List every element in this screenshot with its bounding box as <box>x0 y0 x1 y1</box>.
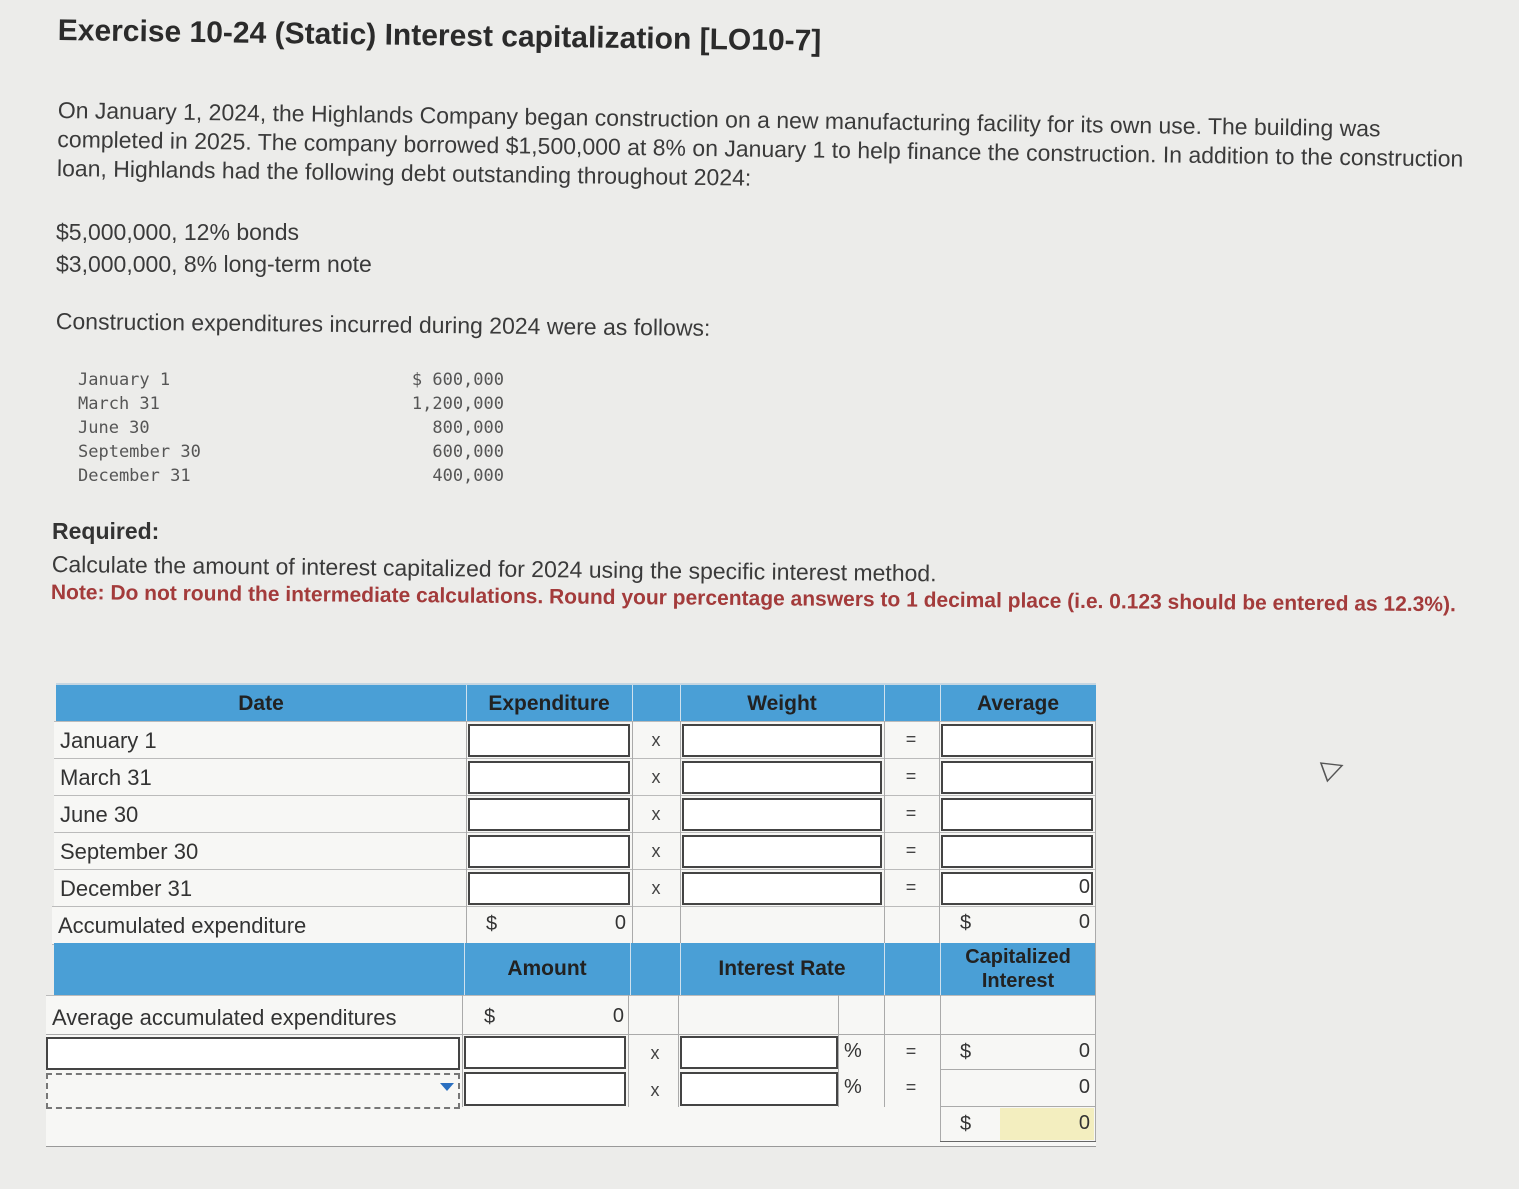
header-interest-rate: Interest Rate <box>680 943 885 995</box>
debt-select-dropdown[interactable] <box>46 1073 460 1109</box>
header-spacer <box>632 685 681 723</box>
expenditure-date: June 30 <box>78 418 150 438</box>
average-input[interactable] <box>941 761 1093 794</box>
average-input[interactable] <box>941 798 1093 831</box>
required-label: Required: <box>52 518 160 544</box>
currency-symbol: $ <box>960 1113 972 1135</box>
expenditure-row <box>78 392 504 416</box>
expenditure-date: September 30 <box>78 442 201 462</box>
expenditure-input[interactable] <box>468 872 630 905</box>
interest-rate-input[interactable] <box>680 1072 838 1106</box>
percent-symbol: % <box>844 1076 862 1098</box>
header-spacer <box>884 943 941 995</box>
column-divider <box>678 995 679 1107</box>
header-average: Average <box>976 692 1060 715</box>
expenditure-row <box>78 416 504 440</box>
row-date-label: January 1 <box>60 727 157 753</box>
expenditures-intro: Construction expenditures incurred during 2024 were as follows: <box>55 308 711 341</box>
equals-symbol: = <box>905 877 917 897</box>
expenditure-input[interactable] <box>468 724 630 757</box>
weight-input[interactable] <box>682 761 882 794</box>
debt-description-input[interactable] <box>46 1037 460 1070</box>
header-spacer <box>884 685 941 723</box>
interest-rate-input[interactable] <box>680 1036 838 1069</box>
chevron-down-icon <box>440 1083 454 1091</box>
currency-symbol: $ <box>960 912 972 934</box>
debt-list <box>56 216 372 280</box>
header-amount: Amount <box>464 943 631 995</box>
average-input[interactable] <box>941 835 1093 868</box>
times-symbol: x <box>650 1080 660 1100</box>
row-date-label: December 31 <box>60 875 193 901</box>
expenditure-date: December 31 <box>78 466 191 486</box>
percent-symbol: % <box>844 1040 862 1062</box>
header-blank <box>54 943 465 995</box>
times-symbol: x <box>651 841 661 861</box>
expenditure-input[interactable] <box>468 835 630 868</box>
expenditure-input[interactable] <box>468 761 630 794</box>
expenditure-amount: 400,000 <box>432 466 504 486</box>
currency-symbol: $ <box>960 1041 972 1063</box>
row-date-label: June 30 <box>60 801 139 827</box>
average-input[interactable] <box>941 724 1093 757</box>
column-divider <box>632 721 633 943</box>
expenditure-row <box>78 368 504 392</box>
average-value: 0 <box>1078 876 1090 898</box>
column-divider <box>628 995 629 1107</box>
debt-item: $3,000,000, 8% long-term note <box>56 251 372 277</box>
weight-input[interactable] <box>682 724 882 757</box>
total-capitalized-interest: 0 <box>1078 1112 1090 1134</box>
row-divider <box>46 1034 1096 1035</box>
debt-item: $5,000,000, 12% bonds <box>56 219 299 245</box>
expenditure-date: March 31 <box>78 394 160 414</box>
equals-symbol: = <box>905 803 917 823</box>
weight-input[interactable] <box>682 798 882 831</box>
expenditure-date: January 1 <box>78 370 171 390</box>
row-divider <box>940 1106 1096 1107</box>
column-divider <box>1095 721 1096 1141</box>
currency-symbol: $ <box>486 913 498 935</box>
row-divider <box>940 1069 1096 1070</box>
times-symbol: x <box>651 767 661 787</box>
avg-accumulated-value: 0 <box>612 1005 624 1027</box>
column-divider <box>884 721 885 943</box>
equals-symbol: = <box>905 729 917 749</box>
header-capitalized-interest: Capitalized Interest <box>965 946 1071 992</box>
mouse-pointer-icon: ▷ <box>1317 748 1349 785</box>
capitalized-interest-value: 0 <box>1078 1076 1090 1098</box>
required-text: Calculate the amount of interest capitalized for 2024 using the specific interest method. <box>51 551 937 587</box>
header-weight: Weight <box>680 685 885 723</box>
equals-symbol: = <box>905 840 917 860</box>
row-date-label: March 31 <box>60 764 152 790</box>
expenditure-row <box>78 464 504 488</box>
times-symbol: x <box>651 878 661 898</box>
amount-input[interactable] <box>464 1036 626 1069</box>
accumulated-average-value: 0 <box>1078 911 1090 933</box>
equals-symbol: = <box>905 1077 917 1097</box>
page-title: Exercise 10-24 (Static) Interest capitalization [LO10-7] <box>57 14 822 58</box>
capitalized-interest-value: 0 <box>1078 1040 1090 1062</box>
column-divider <box>680 721 681 943</box>
accumulated-label: Accumulated expenditure <box>58 912 307 938</box>
column-divider <box>939 721 940 943</box>
expenditure-list <box>78 368 504 488</box>
header-expenditure: Expenditure <box>466 685 633 723</box>
expenditure-amount: 600,000 <box>432 442 504 462</box>
expenditure-row <box>78 440 504 464</box>
weight-input[interactable] <box>682 872 882 905</box>
weight-input[interactable] <box>682 835 882 868</box>
column-divider <box>466 721 467 943</box>
accumulated-expenditure-value: 0 <box>614 912 626 934</box>
times-symbol: x <box>650 1043 660 1063</box>
expenditure-amount: 1,200,000 <box>411 394 504 414</box>
row-date-label: September 30 <box>60 838 199 864</box>
equals-symbol: = <box>905 766 917 786</box>
expenditure-input[interactable] <box>468 798 630 831</box>
expenditure-amount: $ 600,000 <box>411 370 504 390</box>
expenditure-amount: 800,000 <box>432 418 504 438</box>
column-divider <box>940 995 941 1141</box>
header-spacer <box>630 943 681 995</box>
problem-intro: On January 1, 2024, the Highlands Company began construction on a new manufacturing facility for its own use. The building was completed in 2025. The company borrowed $1,500,000 at 8% on January 1 to help finance the construction. In addition to the construction loan, Highlands had the following debt outstanding throughout 2024: <box>56 96 1464 191</box>
column-divider <box>462 995 463 1107</box>
currency-symbol: $ <box>484 1006 496 1028</box>
times-symbol: x <box>651 730 661 750</box>
total-underline <box>940 1141 1096 1142</box>
table-header-2 <box>54 943 1096 995</box>
avg-accumulated-label: Average accumulated expenditures <box>52 1005 397 1030</box>
column-divider <box>838 995 839 1107</box>
times-symbol: x <box>651 804 661 824</box>
rounding-note: Note: Do not round the intermediate calculations. Round your percentage answers to 1 decimal place (i.e. 0.123 should be entered as 12.3%). <box>50 580 1456 617</box>
column-divider <box>884 995 885 1107</box>
equals-symbol: = <box>905 1041 917 1061</box>
header-date: Date <box>56 685 467 723</box>
amount-input[interactable] <box>464 1072 626 1106</box>
table-header <box>56 683 1096 723</box>
